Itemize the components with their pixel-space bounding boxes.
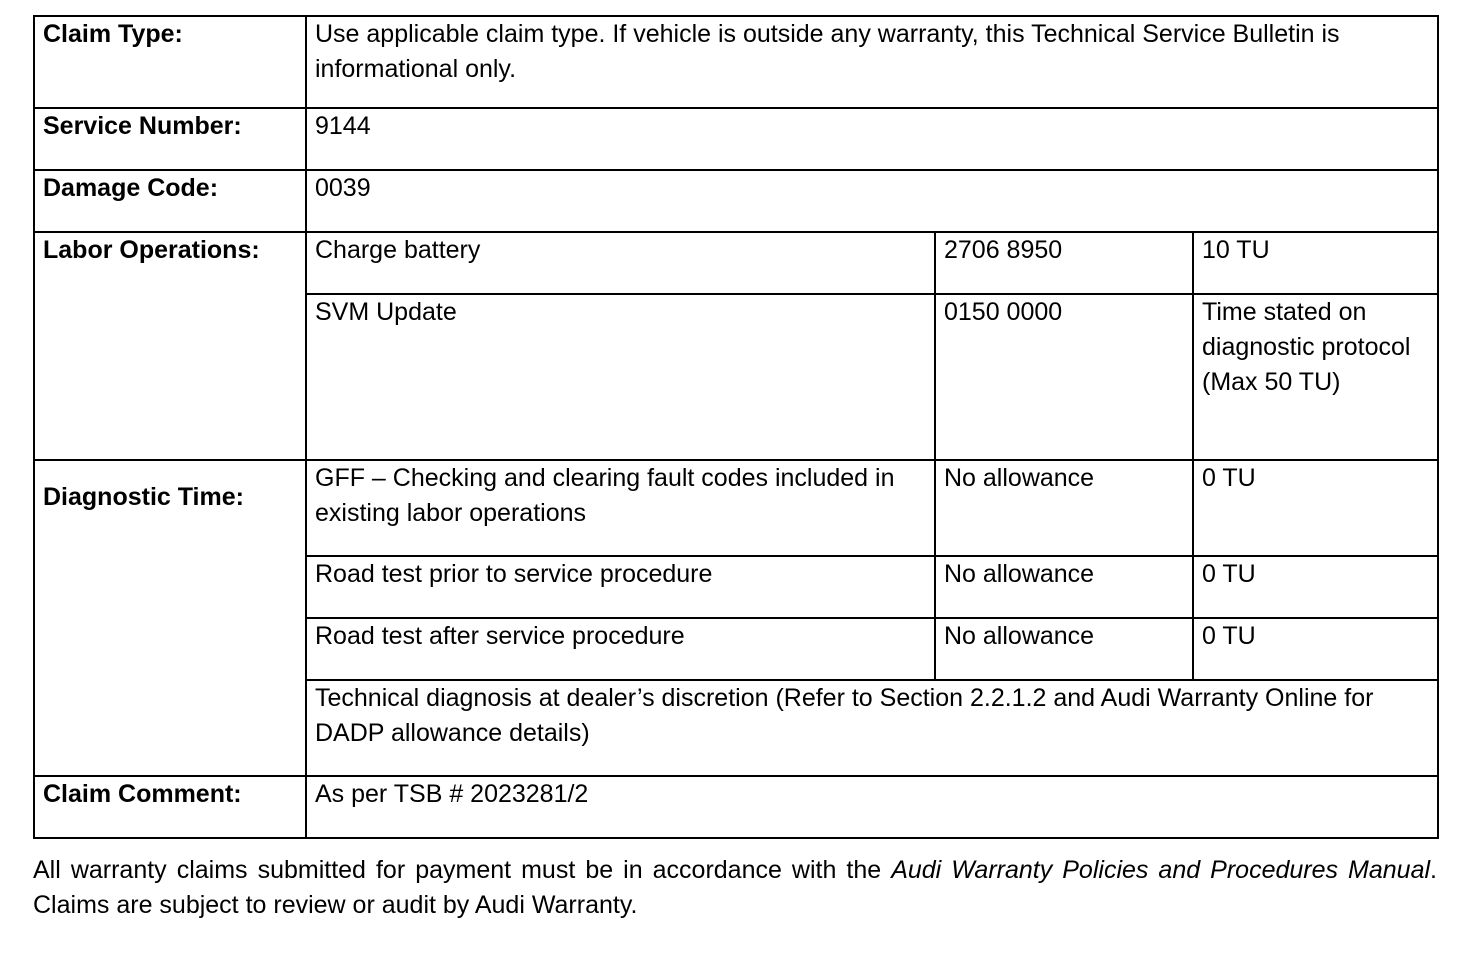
diagnostic-time-value: 0 TU (1193, 618, 1438, 680)
diagnostic-time-value: 0 TU (1193, 556, 1438, 618)
labor-operation-code: 2706 8950 (935, 232, 1193, 294)
labor-operation-time: 10 TU (1193, 232, 1438, 294)
warranty-info-table (33, 15, 1439, 839)
damage-code-value: 0039 (306, 170, 1438, 232)
footer-manual-title: Audi Warranty Policies and Procedures Manual (891, 856, 1431, 884)
claim-comment-value: As per TSB # 2023281/2 (306, 776, 1438, 838)
claim-type-label: Claim Type: (34, 16, 306, 108)
diagnostic-note: Technical diagnosis at dealer’s discretion (Refer to Section 2.2.1.2 and Audi Warranty Online for DADP allowance details) (306, 680, 1438, 776)
damage-code-label: Damage Code: (34, 170, 306, 232)
diagnostic-time-label: Diagnostic Time: (34, 460, 306, 776)
labor-operations-label: Labor Operations: (34, 232, 306, 460)
claim-type-value: Use applicable claim type. If vehicle is outside any warranty, this Technical Service Bulletin is informational only. (306, 16, 1438, 108)
service-number-row (34, 108, 1438, 170)
labor-operation-time: Time stated on diagnostic protocol (Max 50 TU) (1193, 294, 1438, 460)
diagnostic-description: Road test after service procedure (306, 618, 935, 680)
diagnostic-allowance: No allowance (935, 618, 1193, 680)
diagnostic-time-row (34, 460, 1438, 556)
labor-operation-code: 0150 0000 (935, 294, 1193, 460)
diagnostic-time-value: 0 TU (1193, 460, 1438, 556)
service-number-label: Service Number: (34, 108, 306, 170)
claim-comment-row (34, 776, 1438, 838)
labor-operation-description: Charge battery (306, 232, 935, 294)
damage-code-row (34, 170, 1438, 232)
service-number-value: 9144 (306, 108, 1438, 170)
footer-text-before: All warranty claims submitted for payment must be in accordance with the (33, 856, 892, 884)
diagnostic-description: Road test prior to service procedure (306, 556, 935, 618)
diagnostic-allowance: No allowance (935, 460, 1193, 556)
diagnostic-allowance: No allowance (935, 556, 1193, 618)
claim-comment-label: Claim Comment: (34, 776, 306, 838)
labor-operation-description: SVM Update (306, 294, 935, 460)
labor-operation-row (34, 232, 1438, 294)
diagnostic-description: GFF – Checking and clearing fault codes included in existing labor operations (306, 460, 935, 556)
document-page (33, 15, 1437, 923)
claim-type-row (34, 16, 1438, 108)
warranty-footer-note (33, 853, 1437, 923)
footer-text-after: . Claims are subject to review or audit by Audi Warranty. (33, 856, 1437, 919)
